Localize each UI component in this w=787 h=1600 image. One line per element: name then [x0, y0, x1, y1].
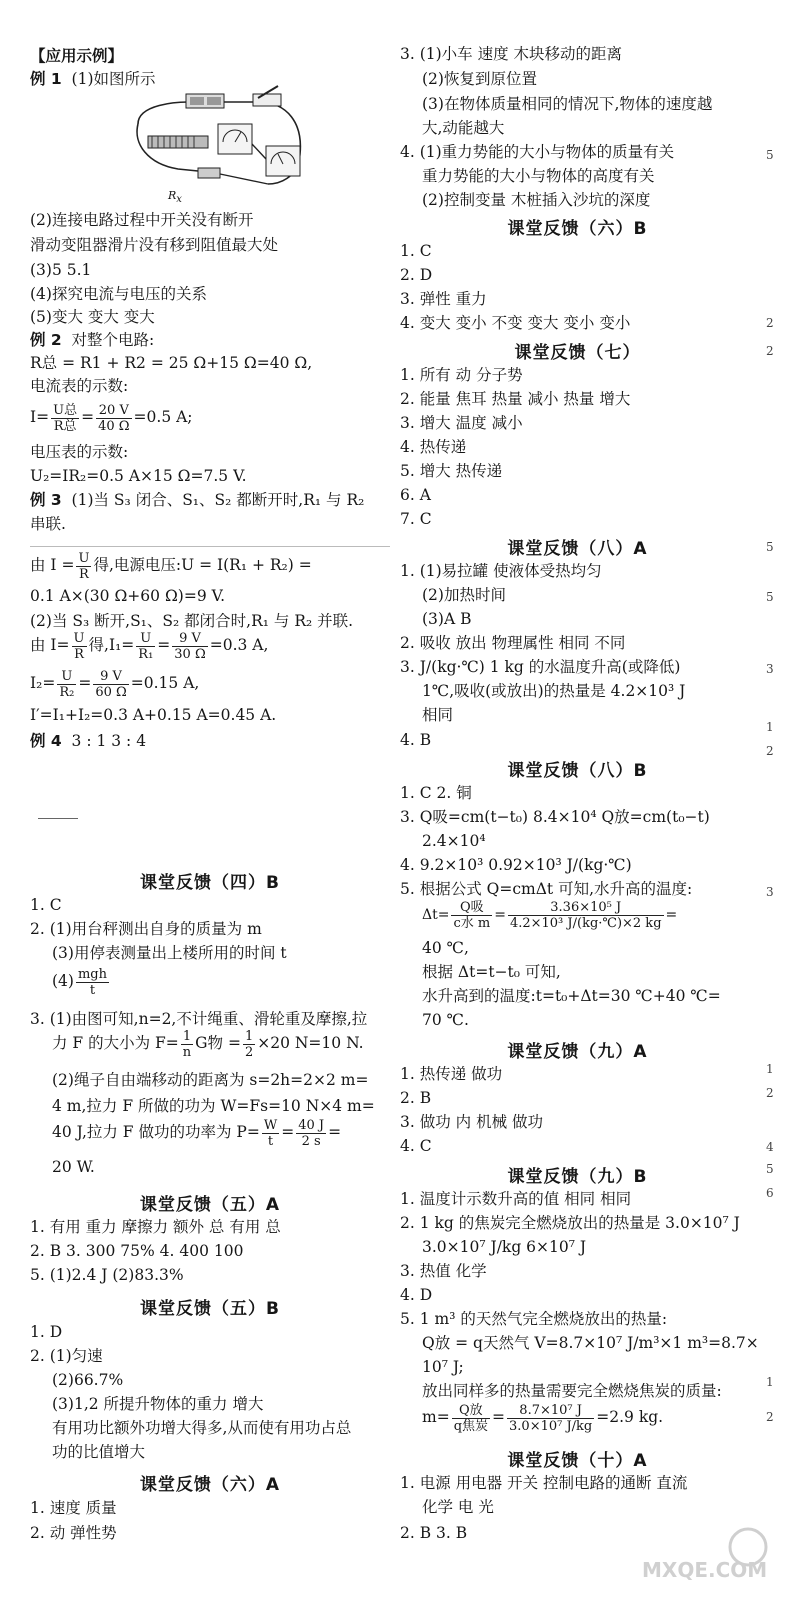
answer-line: 2. (1)用台秤测出自身的质量为 m — [30, 920, 262, 938]
edge-mark: 5 — [766, 1162, 774, 1176]
answer-line: 2. D — [400, 266, 433, 284]
fraction: $\frac{U}{\text{R₁}}$ — [138, 630, 154, 662]
edge-mark: 2 — [766, 1086, 774, 1100]
answer-line: 3. 做功 内 机械 做功 — [400, 1113, 543, 1131]
section-heading: 课堂反馈（八）A — [507, 539, 648, 559]
formula-line: 0.1 A×(30 Ω+60 Ω)=9 V. — [30, 587, 226, 605]
answer-line: 3. (1)由图可知,n=2,不计绳重、滑轮重及摩擦,拉 — [30, 1010, 368, 1028]
resistor-icon — [198, 168, 220, 178]
answer-line: 1℃,吸收(或放出)的热量是 4.2×10³ J — [422, 682, 686, 700]
answer-line: (2)恢复到原位置 — [422, 70, 537, 88]
section-heading: 课堂反馈（十）A — [507, 1451, 648, 1471]
edge-mark: 3 — [766, 885, 774, 899]
answer-line: 3. 弹性 重力 — [400, 290, 487, 308]
formula-line: I= $\frac{\text{U总}}{\text{R总}}$ = $\frac{20 V}{40 \Omega}$ =0.5 A; — [30, 402, 193, 434]
watermark-text: MXQE.COM — [642, 1558, 768, 1582]
example-2-line — [30, 330, 154, 350]
fraction: $\frac{\text{8.7×10⁷ J}}{\text{3.0×10⁷ J/kg}}$ — [509, 1402, 593, 1434]
answer-line: 4. (1)重力势能的大小与物体的质量有关 — [400, 143, 675, 161]
section-heading: 课堂反馈（八）B — [507, 761, 648, 781]
section-heading: 课堂反馈（九）A — [507, 1042, 648, 1062]
answer-line: (3)在物体质量相同的情况下,物体的速度越 — [422, 95, 713, 113]
edge-mark: 1 — [766, 720, 774, 734]
answer-line: 2. 能量 焦耳 热量 减小 热量 增大 — [400, 390, 631, 408]
answer-line: 1. 电源 用电器 开关 控制电路的通断 直流 — [400, 1474, 688, 1492]
page-edge-marks — [762, 0, 787, 1600]
formula-line: 力 F 的大小为 F= $\frac{1}{n}$ G物 = $\frac{1}{2}$ ×20 N=10 N. — [52, 1028, 364, 1060]
answer-line: (2)加热时间 — [422, 586, 506, 604]
section-heading: 课堂反馈（四）B — [140, 873, 280, 893]
example-text: (1)如图所示 — [71, 70, 156, 88]
answer-line: 5. (1)2.4 J (2)83.3% — [30, 1266, 184, 1284]
answer-line: 2. B — [400, 1089, 432, 1107]
answer-line: 7. C — [400, 510, 432, 528]
section-heading: 课堂反馈（七） — [514, 343, 641, 363]
edge-mark: 5 — [766, 540, 774, 554]
answer-line: 3. 增大 温度 减小 — [400, 414, 523, 432]
answer-line: 20 W. — [52, 1158, 95, 1176]
formula-line: R总 = R1 + R2 = 25 Ω+15 Ω=40 Ω, — [30, 354, 313, 372]
answer-line: 4. 变大 变小 不变 变大 变小 变小 — [400, 314, 631, 332]
answer-line: 水升高到的温度:t=t₀+Δt=30 ℃+40 ℃= — [422, 987, 721, 1005]
answer-line: (2)66.7% — [52, 1371, 124, 1389]
answer-line: 串联. — [30, 515, 66, 533]
fraction: $\frac{1}{2}$ — [244, 1028, 254, 1060]
edge-mark: 5 — [766, 590, 774, 604]
switch-icon — [253, 94, 281, 106]
answer-line: (2)绳子自由端移动的距离为 s=2h=2×2 m= — [52, 1071, 369, 1089]
answer-line: 2. B 3. 300 75% 4. 400 100 — [30, 1242, 244, 1260]
answer-line: 3. (1)小车 速度 木块移动的距离 — [400, 45, 623, 63]
answer-line: 2. (1)匀速 — [30, 1347, 103, 1365]
answer-line: 1. C — [30, 896, 62, 914]
fraction: $\frac{9 V}{60 \Omega}$ — [95, 668, 127, 700]
answer-line: (2)连接电路过程中开关没有断开 — [30, 211, 254, 229]
answer-line: 电流表的示数: — [30, 377, 129, 395]
answer-line: (3)A B — [422, 610, 472, 628]
fraction: $\frac{\text{mgh}}{t}$ — [77, 966, 107, 998]
answer-line: (2)当 S₃ 断开,S₁、S₂ 都闭合时,R₁ 与 R₂ 并联. — [30, 612, 354, 630]
answer-line: 1. 有用 重力 摩擦力 额外 总 有用 总 — [30, 1218, 281, 1236]
answer-line: 5. 增大 热传递 — [400, 462, 503, 480]
answer-line: 化学 电 光 — [422, 1498, 494, 1516]
answer-line: 4 m,拉力 F 所做的功为 W=Fs=10 N×4 m= — [52, 1097, 375, 1115]
answer-line: 3. Q吸=cm(t−t₀) 8.4×10⁴ Q放=cm(t₀−t) — [400, 808, 710, 826]
edge-mark: 2 — [766, 344, 774, 358]
fraction: $\frac{\text{Q吸}}{\text{c水 m}}$ — [453, 899, 491, 931]
answer-line: 4. 热传递 — [400, 438, 467, 456]
answer-line: 相同 — [422, 706, 454, 724]
answer-line: 放出同样多的热量需要完全燃烧焦炭的质量: — [422, 1382, 722, 1400]
answer-line: (4)探究电流与电压的关系 — [30, 285, 207, 303]
example-label: 例 1 — [30, 70, 62, 88]
formula-line: U₂=IR₂=0.5 A×15 Ω=7.5 V. — [30, 467, 247, 485]
formula-line: 由 I = $\frac{U}{R}$ 得,电源电压:U = I(R₁ + R₂) = — [30, 550, 312, 582]
answer-line: 2.4×10⁴ — [422, 832, 486, 850]
answer-line: 重力势能的大小与物体的高度有关 — [422, 167, 655, 185]
answer-line: 2. B 3. B — [400, 1524, 468, 1542]
rheostat-icon — [148, 136, 208, 148]
example-text: 对整个电路: — [71, 331, 155, 349]
answer-line: 1. 速度 质量 — [30, 1499, 117, 1517]
answer-line: 有用功比额外功增大得多,从而使有用功占总 — [52, 1419, 352, 1437]
answer-line: 4. B — [400, 731, 432, 749]
answer-line: 1. D — [30, 1323, 63, 1341]
edge-mark: 5 — [766, 148, 774, 162]
fraction: $\frac{W}{t}$ — [263, 1117, 278, 1149]
section-heading: 课堂反馈（五）A — [139, 1195, 281, 1215]
example-label: 例 3 — [30, 491, 62, 509]
answer-line: 5. 根据公式 Q=cmΔt 可知,水升高的温度: — [400, 880, 693, 898]
answer-line: 1. C 2. 铜 — [400, 784, 472, 802]
answer-line: 4. D — [400, 1286, 433, 1304]
answer-line: 2. 动 弹性势 — [30, 1524, 117, 1542]
fraction: $\frac{1}{n}$ — [182, 1028, 192, 1060]
answer-line: 4. 9.2×10³ 0.92×10³ J/(kg·℃) — [400, 856, 632, 874]
divider — [38, 818, 78, 819]
example-4-line — [30, 731, 146, 751]
formula-line: 由 I= $\frac{U}{R}$ 得,I₁= $\frac{U}{\text{R₁}}$ = $\frac{9 V}{30 \Omega}$ =0.3 A, — [30, 630, 269, 662]
answer-line: 6. A — [400, 486, 431, 504]
formula-line: (4) $\frac{\text{mgh}}{t}$ — [52, 966, 107, 998]
answer-line: (3)1,2 所提升物体的重力 增大 — [52, 1395, 264, 1413]
fraction: $\frac{9 V}{30 \Omega}$ — [174, 630, 206, 662]
answer-line: 1. 热传递 做功 — [400, 1065, 503, 1083]
answer-line: 滑动变阻器滑片没有移到阻值最大处 — [30, 236, 279, 254]
example-label: 例 2 — [30, 331, 62, 349]
edge-mark: 2 — [766, 316, 774, 330]
edge-mark: 4 — [766, 1140, 774, 1154]
section-heading: 课堂反馈（九）B — [507, 1167, 648, 1187]
example-text: 3 : 1 3 : 4 — [71, 732, 147, 750]
fraction: $\frac{40 J}{2 s}$ — [298, 1117, 325, 1149]
answer-line: 2. 吸收 放出 物理属性 相同 不同 — [400, 634, 626, 652]
fraction: $\frac{U}{\text{R₂}}$ — [59, 668, 75, 700]
formula-line: I′=I₁+I₂=0.3 A+0.15 A=0.45 A. — [30, 706, 277, 724]
answer-line: (3)5 5.1 — [30, 261, 92, 279]
answer-line: 1. C — [400, 242, 432, 260]
fraction: $\frac{U}{R}$ — [78, 550, 90, 582]
fraction: $\frac{20 V}{40 \Omega}$ — [98, 402, 130, 434]
formula-line: 40 J,拉力 F 做功的功率为 P= $\frac{W}{t}$ = $\frac{40 J}{2 s}$ = — [52, 1117, 342, 1149]
answer-line: (5)变大 变大 变大 — [30, 308, 155, 326]
rx-label: $R_x$ — [168, 189, 182, 206]
answer-line: 根据 Δt=t−t₀ 可知, — [422, 963, 561, 981]
answer-line: 4. C — [400, 1137, 432, 1155]
edge-mark: 1 — [766, 1062, 774, 1076]
answer-line: 功的比值增大 — [52, 1443, 146, 1461]
answer-line: 电压表的示数: — [30, 443, 129, 461]
answer-line: (3)用停表测量出上楼所用的时间 t — [52, 944, 287, 962]
edge-mark: 6 — [766, 1186, 774, 1200]
edge-mark: 2 — [766, 1410, 774, 1424]
answer-line: 40 ℃, — [422, 939, 469, 957]
answer-line: 1. 所有 动 分子势 — [400, 366, 523, 384]
formula-line: m= $\frac{\text{Q放}}{\text{q焦炭}}$ = $\frac{\text{8.7×10⁷ J}}{\text{3.0×10⁷ J/kg}}$ =2.9 kg. — [422, 1402, 664, 1434]
answer-line: 2. 1 kg 的焦炭完全燃烧放出的热量是 3.0×10⁷ J — [400, 1214, 740, 1232]
example-label: 例 4 — [30, 732, 62, 750]
edge-mark: 3 — [766, 662, 774, 676]
section-heading: 课堂反馈（五）B — [140, 1299, 280, 1319]
section-heading: 课堂反馈（六）A — [139, 1475, 281, 1495]
answer-line: 1. 温度计示数升高的值 相同 相同 — [400, 1190, 632, 1208]
formula-line: Δt= $\frac{\text{Q吸}}{\text{c水 m}}$ = $\frac{\text{3.36×10⁵ J}}{\text{4.2×10³ J/(kg·℃)×2 kg}}$ = — [422, 899, 678, 931]
answer-line: 10⁷ J; — [422, 1358, 464, 1376]
fraction: $\frac{\text{3.36×10⁵ J}}{\text{4.2×10³ J/(kg·℃)×2 kg}}$ — [509, 899, 662, 931]
fraction: $\frac{U}{R}$ — [73, 630, 85, 662]
answer-line: 3.0×10⁷ J/kg 6×10⁷ J — [422, 1238, 587, 1256]
divider — [30, 546, 390, 547]
answer-line: 大,动能越大 — [422, 119, 505, 137]
example-text: (1)当 S₃ 闭合、S₁、S₂ 都断开时,R₁ 与 R₂ — [71, 491, 365, 509]
watermark-logo — [640, 1525, 770, 1585]
answer-line: 3. J/(kg·℃) 1 kg 的水温度升高(或降低) — [400, 658, 681, 676]
edge-mark: 1 — [766, 1375, 774, 1389]
edge-mark: 2 — [766, 744, 774, 758]
formula-line: I₂= $\frac{U}{\text{R₂}}$ = $\frac{9 V}{60 \Omega}$ =0.15 A, — [30, 668, 200, 700]
circuit-diagram-figure — [118, 84, 318, 204]
example-3-line — [30, 490, 364, 510]
formula-line: Q放 = q天然气 V=8.7×10⁷ J/m³×1 m³=8.7× — [422, 1334, 759, 1352]
answer-line: 5. 1 m³ 的天然气完全燃烧放出的热量: — [400, 1310, 668, 1328]
fraction: $\frac{\text{Q放}}{\text{q焦炭}}$ — [453, 1402, 489, 1434]
answer-line: (2)控制变量 木桩插入沙坑的深度 — [422, 191, 651, 209]
section-heading: 课堂反馈（六）B — [507, 219, 648, 239]
answer-line: 3. 热值 化学 — [400, 1262, 487, 1280]
answer-line: 1. (1)易拉罐 使液体受热均匀 — [400, 562, 602, 580]
answer-line: 70 ℃. — [422, 1011, 469, 1029]
section-title: 【应用示例】 — [30, 47, 124, 65]
fraction: $\frac{\text{U总}}{\text{R总}}$ — [53, 402, 78, 434]
